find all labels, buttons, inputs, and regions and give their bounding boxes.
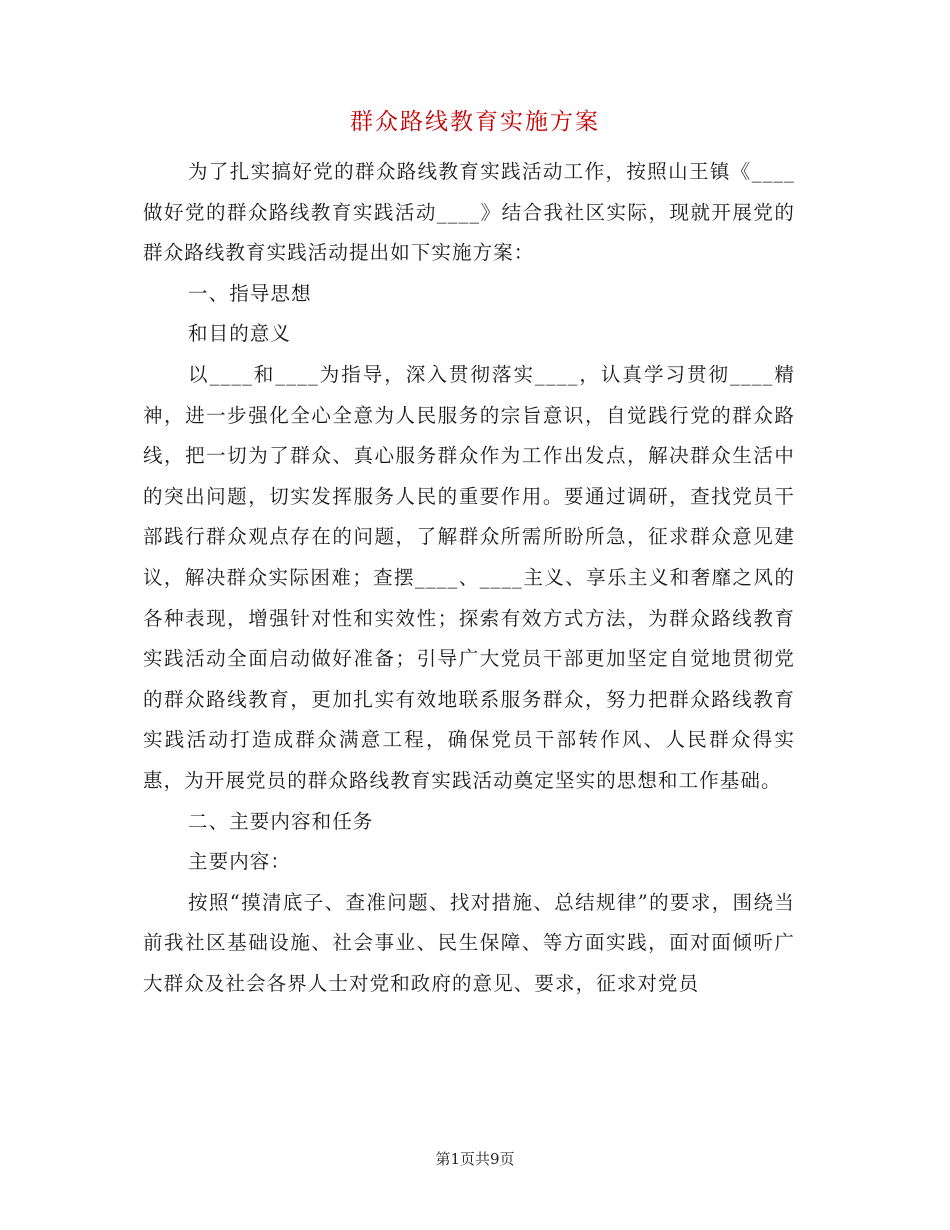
section-heading-guiding-ideology: 一、指导思想 <box>188 281 312 305</box>
paragraph-main-content: 按照“摸清底子、查准问题、找对措施、总结规律”的要求，围绕当前我社区基础设施、社会事业、民生保障、等方面实践，面对面倾听广大群众及社会各界人士对党和政府的意见、要求，征求对党员 <box>143 890 795 995</box>
document-title: 群众路线教育实施方案 <box>350 109 600 135</box>
paragraph-intro: 为了扎实搞好党的群众路线教育实践活动工作，按照山王镇《____做好党的群众路线教育实践活动____》结合我社区实际，现就开展党的群众路线教育实践活动提出如下实施方案： <box>143 160 795 265</box>
section-subheading-main-content: 主要内容： <box>188 850 292 874</box>
document-body <box>143 152 795 1004</box>
section-heading-main-content: 二、主要内容和任务 <box>188 809 374 833</box>
page-number: 第1页共9页 <box>435 1150 515 1168</box>
paragraph-guiding-ideology: 以____和____为指导，深入贯彻落实____，认真学习贯彻____精神，进一步强化全心全意为人民服务的宗旨意识，自觉践行党的群众路线，把一切为了群众、真心服务群众作为工作出发点，解决群众生活中的突出问题，切实发挥服务人民的重要作用。要通过调研，查找党员干部践行群众观点存在的问题，了解群众所需所盼所急，征求群众意见建议，解决群众实际困难；查摆____、____主义、享乐主义和奢靡之风的各种表现，增强针对性和实效性；探索有效方式方法，为群众路线教育实践活动全面启动做好准备；引导广大党员干部更加坚定自觉地贯彻党的群众路线教育，更加扎实有效地联系服务群众，努力把群众路线教育实践活动打造成群众满意工程，确保党员干部转作风、人民群众得实惠，为开展党员的群众路线教育实践活动奠定坚实的思想和工作基础。 <box>143 362 795 792</box>
section-subheading-purpose: 和目的意义 <box>188 322 292 346</box>
